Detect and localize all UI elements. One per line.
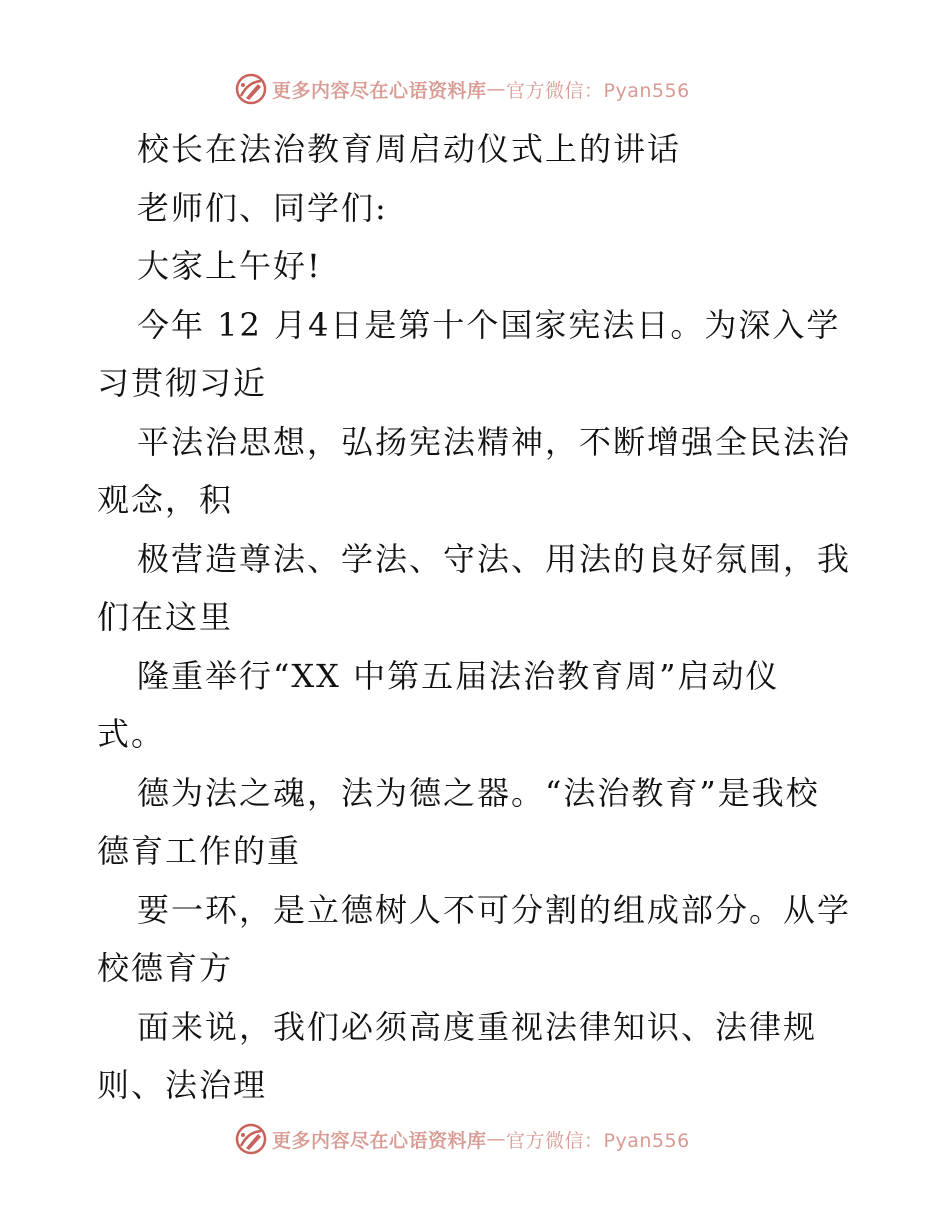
watermark-contact: 官方微信：Pyan556: [506, 79, 690, 102]
text-line: 面来说，我们必须高度重视法律知识、法律规: [137, 1007, 818, 1046]
text-line: 习贯彻习近: [97, 364, 268, 402]
pen-logo-icon: [234, 1122, 268, 1156]
text-line: 式。: [97, 715, 166, 753]
text-line: 校德育方: [97, 949, 234, 987]
watermark-dash: —: [486, 78, 507, 100]
watermark-text: 更多内容尽在心语资料库: [272, 79, 487, 102]
salutation: 老师们、同学们:: [137, 188, 388, 227]
watermark-text: 更多内容尽在心语资料库: [272, 1129, 487, 1152]
text-line: 平法治思想，弘扬宪法精神，不断增强全民法治: [137, 422, 852, 461]
watermark-dash: —: [486, 1128, 507, 1150]
text-line: 要一环，是立德树人不可分割的组成部分。从学: [137, 890, 852, 929]
text-line: 德育工作的重: [97, 832, 302, 870]
greeting: 大家上午好!: [137, 247, 322, 285]
header-watermark: [234, 72, 690, 106]
text-line: 则、法治理: [97, 1066, 268, 1104]
text-line: 德为法之魂，法为德之器。“法治教育”是我校: [137, 773, 820, 812]
text-line: 今年 12 月4日是第十个国家宪法日。为深入学: [137, 305, 841, 344]
pen-logo-icon: [234, 72, 268, 106]
text-line: 们在这里: [97, 598, 234, 636]
watermark-contact: 官方微信：Pyan556: [506, 1129, 690, 1152]
footer-watermark: [234, 1122, 690, 1156]
document-title: 校长在法治教育周启动仪式上的讲话: [137, 130, 682, 168]
text-line: 隆重举行“XX 中第五届法治教育周”启动仪: [137, 656, 780, 695]
text-line: 观念，积: [97, 481, 234, 519]
text-line: 极营造尊法、学法、守法、用法的良好氛围，我: [137, 539, 852, 578]
document-body: [97, 120, 857, 1115]
